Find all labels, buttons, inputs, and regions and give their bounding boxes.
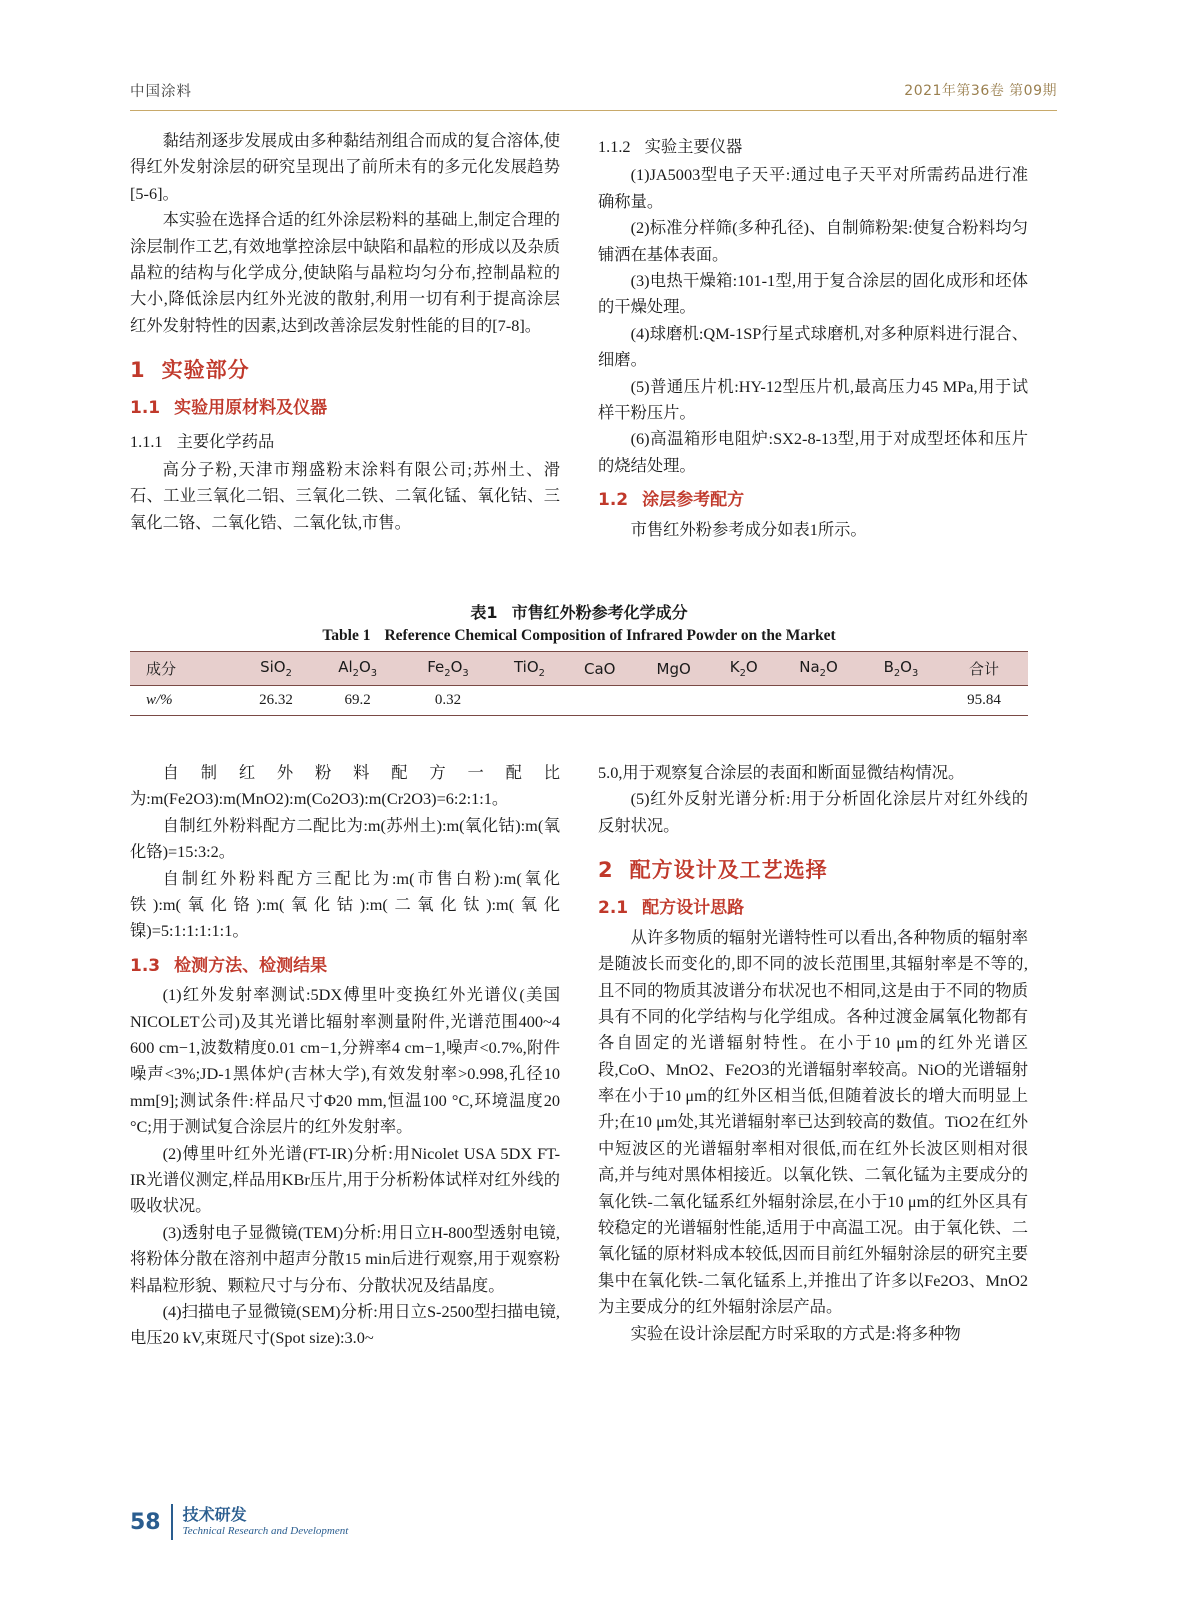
table-header-cell: $Na_2O$ (775, 652, 862, 686)
section-title: 主要化学药品 (176, 431, 275, 451)
list-item: (2)标准分样筛(多种孔径)、自制筛粉架:使复合粉料均匀铺洒在基体表面。 (598, 218, 1028, 264)
table-label-en: Table 1 (322, 627, 371, 644)
section-title: 实验部分 (161, 358, 250, 383)
paragraph: 本实验在选择合适的红外涂层粉料的基础上,制定合理的涂层制作工艺,有效地掌控涂层中缺陷和晶粒的形成以及杂质晶粒的结构与化学成分,使缺陷与晶粒均匀分布,控制晶粒的大小,降低涂层内红外光波的散射,利用一切有利于提高涂层红外发射特性的因素,达到改善涂层发射性能的目的[7-8]。 (130, 210, 560, 335)
section-heading-1-1-1 (130, 429, 560, 455)
paragraph: 黏结剂逐步发展成由多种黏结剂组合而成的复合溶体,使得红外发射涂层的研究呈现出了前所未有的多元化发展趋势[5-6]。 (130, 131, 560, 203)
section-number: 1 (130, 358, 146, 383)
section-heading-2-1 (598, 895, 1028, 923)
list-item: (3)透射电子显微镜(TEM)分析:用日立H-800型透射电镜,将粉体分散在溶剂中超声分散15 min后进行观察,用于观察粉料晶粒形貌、颗粒尺寸与分布、分散状况及结晶度。 (130, 1222, 560, 1295)
list-item: (5)普通压片机:HY-12型压片机,最高压力45 MPa,用于试样干粉压片。 (598, 376, 1028, 422)
table-header-cell: $K_2O$ (712, 652, 775, 686)
section-title: 实验用原材料及仪器 (174, 398, 328, 419)
paragraph: 实验在设计涂层配方时采取的方式是:将多种物 (630, 1323, 961, 1343)
list-item: (4)扫描电子显微镜(SEM)分析:用日立S-2500型扫描电镜,电压20 kV,束斑尺寸(Spot size):3.0~ (130, 1301, 560, 1348)
table-header-cell: SiO$_2$ (238, 652, 314, 686)
list-item: (6)高温箱形电阻炉:SX2-8-13型,用于对成型坯体和压片的烧结处理。 (598, 429, 1028, 475)
right-column-bottom (598, 760, 1028, 1347)
section-heading-1-3 (130, 953, 560, 981)
table-header-cell: TiO$_2$ (495, 652, 565, 686)
section-number: 2.1 (598, 898, 629, 919)
section-number: 1.2 (598, 490, 629, 511)
header-divider (130, 110, 1057, 111)
section-title: 检测方法、检测结果 (174, 955, 328, 976)
paragraph: 自制红外粉料配方二配比为:m(苏州土):m(氧化钴):m(氧化铬)=15:3:2。 (130, 815, 560, 862)
section-heading-1 (130, 353, 560, 387)
table-header-cell: 成分 (130, 652, 238, 686)
paragraph: 市售红外粉参考成分如表1所示。 (630, 519, 867, 539)
table-cell: 69.2 (314, 686, 401, 716)
table-cell (862, 686, 940, 716)
table-header-cell: $B_2O_3$ (862, 652, 940, 686)
page-footer (130, 1504, 348, 1540)
table-row (130, 686, 1028, 716)
section-number: 1.1 (130, 398, 161, 419)
table-cell: 26.32 (238, 686, 314, 716)
table-header-cell: CaO (564, 652, 635, 686)
section-number: 1.3 (130, 955, 161, 976)
journal-name: 中国涂料 (130, 84, 192, 100)
list-item: (4)球磨机:QM-1SP行星式球磨机,对多种原料进行混合、细磨。 (598, 323, 1028, 370)
section-title: 涂层参考配方 (642, 490, 745, 511)
table-caption-en (130, 627, 1028, 645)
table-cell-label: w/% (130, 686, 238, 716)
table-cell (495, 686, 565, 716)
table-title-cn: 市售红外粉参考化学成分 (511, 603, 688, 622)
section-number: 1.1.1 (130, 431, 163, 451)
left-column-top (130, 128, 560, 536)
footer-section-en: Technical Research and Development (182, 1524, 349, 1537)
list-item: (1)JA5003型电子天平:通过电子天平对所需药品进行准确称量。 (598, 165, 1028, 211)
table-1-block (130, 600, 1028, 716)
paragraph-continued: 5.0,用于观察复合涂层的表面和断面显微结构情况。 (598, 763, 965, 782)
table-caption-cn (130, 600, 1028, 623)
table-header-cell: $Fe_2O_3$ (401, 652, 494, 686)
section-number: 1.1.2 (598, 137, 631, 156)
list-item: (1)红外发射率测试:5DX傅里叶变换红外光谱仪(美国NICOLET公司)及其光谱比辐射率测量附件,光谱范围400~4 600 cm−1,波数精度0.01 cm−1,分辨率4 cm−1,噪声<0.7%,附件噪声<3%;JD-1黑体炉(吉林大学),有效发射率>0.998,孔径10 mm[9];测试条件:样品尺寸Φ20 mm,恒温100 °C,环境温度20 °C;用于测试复合涂层片的红外发射率。 (130, 985, 560, 1137)
section-heading-1-2 (598, 487, 1028, 515)
table-header-cell: 合计 (940, 652, 1028, 686)
table-header-cell: MgO (635, 652, 712, 686)
list-item: (3)电热干燥箱:101-1型,用于复合涂层的固化成形和坯体的干燥处理。 (598, 270, 1028, 317)
section-number: 2 (598, 858, 614, 883)
paragraph: 自制红外粉料配方一配比为:m(Fe2O3):m(MnO2):m(Co2O3):m(Cr2O3)=6:2:1:1。 (130, 763, 560, 809)
table-header-row (130, 652, 1028, 686)
section-heading-1-1-2 (598, 134, 1028, 160)
table-cell (564, 686, 635, 716)
section-title: 配方设计思路 (642, 898, 745, 919)
table-header-cell: $Al_2O_3$ (314, 652, 401, 686)
paragraph: 从许多物质的辐射光谱特性可以看出,各种物质的辐射率是随波长而变化的,即不同的波长范围里,其辐射率是不等的,且不同的物质其波谱分布状况也不相同,这是由于不同的物质具有不同的化学结构与化学组成。各种过渡金属氧化物都有各自固定的光谱辐射特性。在小于10 μm的红外光谱区段,CoO、MnO2、Fe2O3的光谱辐射率较高。NiO的光谱辐射率在小于10 μm的红外区相当低,但随着波长的增大而明显上升;在10 μm处,其光谱辐射率已达到较高的数值。TiO2在红外中短波区的光谱辐射率相对很低,而在红外长波区则相对很高,并与纯对黑体相接近。以氧化铁、二氧化锰为主要成分的氧化铁-二氧化锰系红外辐射涂层,在小于10 μm的红外区具有较稳定的光谱辐射性能,适用于中高温工况。由于氧化铁、二氧化锰的原材料成本较低,因而目前红外辐射涂层的研究主要集中在氧化铁-二氧化锰系上,并推出了许多以Fe2O3、MnO2为主要成分的红外辐射涂层产品。 (598, 927, 1028, 1317)
footer-section-cn: 技术研发 (182, 1505, 247, 1525)
paragraph: 高分子粉,天津市翔盛粉末涂料有限公司;苏州土、滑石、工业三氧化二铝、三氧化二铁、二氧化锰、氧化钴、三氧化二铬、二氧化锆、二氧化钛,市售。 (130, 460, 560, 532)
table-cell (635, 686, 712, 716)
section-title: 配方设计及工艺选择 (629, 858, 828, 883)
list-item: (5)红外反射光谱分析:用于分析固化涂层片对红外线的反射状况。 (598, 789, 1028, 835)
section-heading-2 (598, 853, 1028, 887)
table-cell (775, 686, 862, 716)
section-heading-1-1 (130, 395, 560, 423)
right-column-top (598, 128, 1028, 543)
composition-table (130, 651, 1028, 716)
issue-info: 2021年第36卷 第09期 (904, 83, 1057, 99)
paragraph: 自制红外粉料配方三配比为:m(市售白粉):m(氧化铁):m(氧化铬):m(氧化钴):m(二氧化钛):m(氧化镍)=5:1:1:1:1:1。 (130, 868, 560, 941)
table-cell (712, 686, 775, 716)
page-number: 58 (130, 1509, 161, 1535)
table-cell: 0.32 (401, 686, 494, 716)
table-label-cn: 表1 (470, 603, 498, 622)
footer-divider (171, 1504, 173, 1540)
table-title-en: Reference Chemical Composition of Infrared Powder on the Market (384, 627, 836, 644)
list-item: (2)傅里叶红外光谱(FT-IR)分析:用Nicolet USA 5DX FT-IR光谱仪测定,样品用KBr压片,用于分析粉体试样对红外线的吸收状况。 (130, 1143, 560, 1216)
left-column-bottom (130, 760, 560, 1352)
table-cell: 95.84 (940, 686, 1028, 716)
page-header (130, 80, 1057, 110)
section-title: 实验主要仪器 (644, 137, 743, 156)
